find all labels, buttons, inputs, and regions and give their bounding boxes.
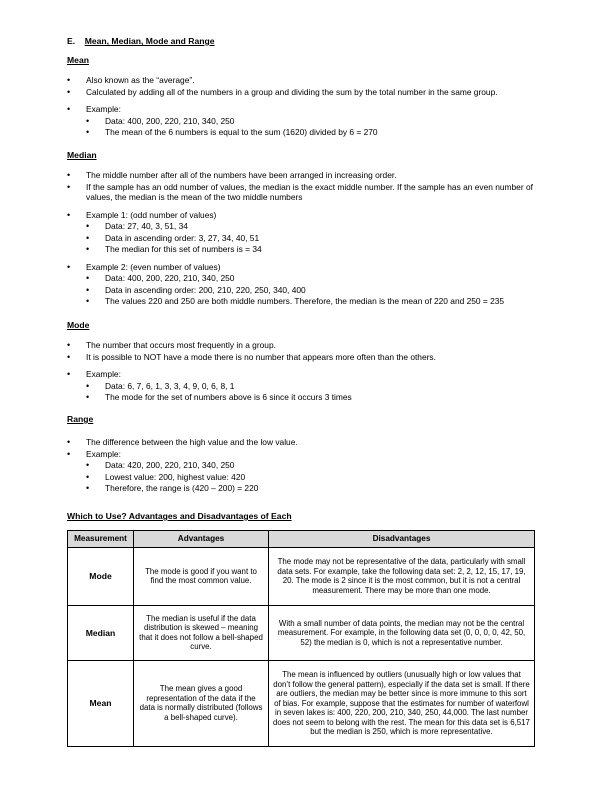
example-items [86,116,547,138]
section-letter: E. [67,36,76,46]
list-item: • Lowest value: 200, highest value: 420 [86,472,547,483]
list-item: • It is possible to NOT have a mode there is no number that appears more often than the others. [67,352,547,363]
list-item [67,369,547,403]
section-title-text: Mean, Median, Mode and Range [84,36,215,46]
example-label: Example: [86,104,121,114]
list-item: • Data: 6, 7, 6, 1, 3, 3, 4, 9, 0, 6, 8, 1 [86,381,547,392]
example-items [86,381,547,403]
mean-heading: Mean [67,55,89,65]
advantage-cell: The mode is good if you want to find the most common value. [134,547,269,605]
list-item: • Data: 400, 200, 220, 210, 340, 250 [86,116,547,127]
list-item: • The mean of the 6 numbers is equal to the sum (1620) divided by 6 = 270 [86,127,547,138]
column-header: Advantages [134,531,269,548]
median-points [67,170,547,308]
list-item [67,262,547,307]
table-row [68,660,535,746]
example-label: Example: [86,369,121,379]
example-label: Example 2: (even number of values) [86,261,221,272]
list-item: • Data: 27, 40, 3, 51, 34 [86,221,547,232]
list-item: • Data in ascending order: 200, 210, 220, 250, 340, 400 [86,285,547,296]
list-item: • The mode for the set of numbers above is 6 since it occurs 3 times [86,392,547,403]
disadvantage-cell: The mode may not be representative of the data, particularly with small data sets. For example, take the following data set: 2, 2, 12, 15, 17, 19, 20. The mode is 2 since it is the most common, but it is not a central measurement. There may be more than one mode. [269,547,535,605]
list-item: • Therefore, the range is (420 – 200) = 220 [86,483,547,494]
list-item [67,104,547,138]
disadvantage-cell: With a small number of data points, the median may not be the central measurement. For example, in the following data set (0, 0, 0, 0, 42, 50, 52) the median is 0, which is not a representative number. [269,605,535,660]
list-item [67,210,547,255]
list-item: • The median for this set of numbers is = 34 [86,244,547,255]
section-title [67,36,215,47]
list-item: • Data in ascending order: 3, 27, 34, 40, 51 [86,233,547,244]
list-item: • The difference between the high value and the low value. [67,437,547,448]
disadvantage-cell: The mean is influenced by outliers (unusually high or low values that don’t follow the general pattern), especially if the data set is small. If there are outliers, the median may be better since is more immune to this sort of bias. For example, suppose that the estimates for number of waterfowl in seven lakes is: 400, 220, 200, 210, 340, 250, 44,000. The last number does not seem to belong with the rest. The mean for this data set is 6,517 but the median is 250, which is more representative. [269,660,535,746]
list-item: • Also known as the “average”. [67,75,547,86]
advantage-cell: The mean gives a good representation of the data if the data is normally distributed (follows a bell-shaped curve). [134,660,269,746]
example-items [86,273,547,307]
measurement-cell: Mode [68,547,134,605]
column-header: Disadvantages [269,531,535,548]
range-points [67,437,547,495]
median-heading: Median [67,150,97,160]
measurement-cell: Mean [68,660,134,746]
range-heading: Range [67,414,94,424]
mode-points [67,340,547,404]
comparison-heading: Which to Use? Advantages and Disadvantages of Each [67,511,292,521]
list-item: • Data: 400, 200, 220, 210, 340, 250 [86,273,547,284]
mode-heading: Mode [67,320,90,330]
mean-points [67,75,547,139]
advantage-cell: The median is useful if the data distribution is skewed – meaning that it does not follow a bell-shaped curve. [134,605,269,660]
example-items [86,460,547,494]
list-item: • The middle number after all of the numbers have been arranged in increasing order. [67,170,547,181]
example-items [86,221,547,255]
list-item [67,449,547,494]
measurement-cell: Median [68,605,134,660]
list-item: • Calculated by adding all of the numbers in a group and dividing the sum by the total number in the same group. [67,87,547,98]
list-item: • If the sample has an odd number of values, the median is the exact middle number. If the sample has an even number of values, the median is the mean of the two middle numbers [67,182,547,203]
list-item: • The number that occurs most frequently in a group. [67,340,547,351]
table-header-row [68,531,535,548]
example-label: Example: [86,448,121,459]
table-row [68,547,535,605]
comparison-table [67,530,535,747]
table-row [68,605,535,660]
example-label: Example 1: (odd number of values) [86,209,217,220]
column-header: Measurement [68,531,134,548]
list-item: • The values 220 and 250 are both middle numbers. Therefore, the median is the mean of 220 and 250 = 235 [86,296,547,307]
list-item: • Data: 420, 200, 220, 210, 340, 250 [86,460,547,471]
